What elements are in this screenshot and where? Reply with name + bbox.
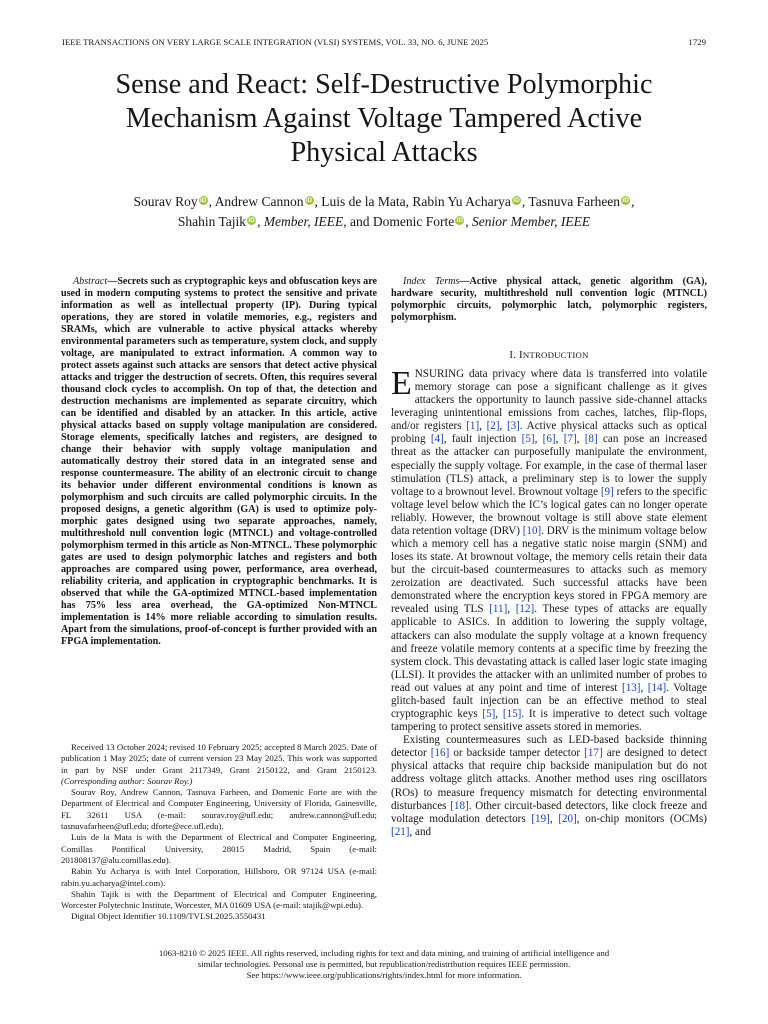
citation-link[interactable]: [5] bbox=[482, 708, 496, 721]
text-run: . Other circuit-based detectors, like clock freeze and voltage modulation detectors bbox=[391, 799, 708, 825]
orcid-icon[interactable]: iD bbox=[513, 197, 520, 204]
citation-link[interactable]: [13] bbox=[622, 681, 641, 694]
title-line-1: Sense and React: Self-Destructive Polymorphic bbox=[115, 69, 653, 100]
left-column bbox=[61, 276, 377, 648]
drop-cap: E bbox=[391, 365, 412, 402]
orcid-icon[interactable]: iD bbox=[199, 197, 207, 204]
citation-link[interactable]: [14] bbox=[647, 681, 667, 694]
author-name: Luis de la Mata bbox=[321, 194, 406, 209]
footnote-affiliation-1: Sourav Roy, Andrew Cannon, Tasnuva Farheen, and Domenic Forte are with the Department of Electrical and Computer Engineering, University of Florida, Gainesville, FL 32611 USA (e-mail: sourav.roy@ufl.edu; andrew.cannon@ufl.edu; tasnuvafarheen@ufl.edu; dforte@ece.ufl.edu). bbox=[61, 787, 377, 832]
author-name: Tasnuva Farheen bbox=[528, 194, 621, 209]
copyright-footer bbox=[110, 948, 658, 981]
author-line-2: Shahin Tajik iD , Member, IEEE, and Domenic Forte iD , Senior Member, IEEE bbox=[177, 214, 591, 229]
citation-link[interactable]: [16] bbox=[430, 747, 450, 760]
citation-link[interactable]: [8] bbox=[584, 433, 598, 446]
orcid-icon[interactable]: iD bbox=[248, 217, 255, 224]
text-run: can pose an increased threat as the attacker can purposefully manipulate the environment, especially the supply voltage. For example, in the case of thermal laser stimulation (TLS) attack, a preliminary step is to lower the supply voltage to a brownout level. Brownout voltage bbox=[391, 433, 708, 498]
running-header bbox=[62, 37, 706, 47]
footnote-received bbox=[61, 742, 377, 787]
footnote-doi: Digital Object Identifier 10.1109/TVLSI.2025.3550431 bbox=[71, 911, 266, 922]
journal-name: IEEE TRANSACTIONS ON VERY LARGE SCALE INTEGRATION (VLSI) SYSTEMS, VOL. 33, NO. 6, JUNE 2025 bbox=[62, 37, 489, 47]
section-title-cap: I bbox=[519, 349, 523, 361]
citation-link[interactable]: [20] bbox=[558, 812, 577, 825]
author-name: Andrew Cannon bbox=[214, 194, 304, 209]
orcid-icon[interactable]: iD bbox=[622, 197, 629, 204]
first-page-footnotes bbox=[61, 742, 377, 923]
citation-link[interactable]: [2] bbox=[486, 420, 500, 433]
citation-link[interactable]: [5] bbox=[521, 433, 535, 446]
citation-link[interactable]: [11] bbox=[489, 603, 508, 616]
orcid-icon[interactable]: iD bbox=[456, 217, 464, 224]
citation-link[interactable]: [19] bbox=[531, 812, 550, 825]
intro-paragraph-1: ENSURING data privacy where data is transferred into volatile memory storage can pose a significant challenge as it gives attackers the opportunity to launch passive side-channel attacks leveraging unintentional emissions from caches, latches, flip-flops, and/or registers [1], [2], [3]. Active physical attacks such as optical probing [4], fault injection [5], [6], [7], [8] can pose an increased threat as the attacker can purposefully manipulate the environment, especially the supply voltage. For example, in the case of thermal laser stimulation (TLS) attack, a preliminary step is to lower the supply voltage to a brownout level. Brownout voltage [9] refers to the specific voltage level below which the IC’s logical gates can no longer operate reliably. However, the brownout voltage is still above state element data retention voltage (DRV) [10]. DRV is the minimum voltage below which a memory cell has a negative static noise margin (SNM) and loses its state. At brownout voltage, the memory cells retain their data but the circuit-based countermeasures to attacks such as memory zeroization are deactivated. Such successful attacks have been demonstrated where the encryption keys stored in FPGA memory are revealed using TLS [11], [12]. These types of attacks are equally applicable to ASICs. In addition to lowering the supply voltage, attackers can also modulate the supply voltage at a known frequency and freeze volatile memory contents at a specific time by freezing the system clock. This devastating attack is called laser logic state imaging (LLSI). It provides the attacker with an unlimited number of probes to read out values at any point and time of interest [13], [14]. Voltage glitch-based fault injection can be an effective method to steal cryptographic keys [5], [15]. It is imperative to detect such voltage tampering to protect sensitive assets stored in memories. bbox=[391, 365, 708, 734]
author-name: Sourav Roy bbox=[133, 194, 198, 209]
index-terms: Index Terms—Active physical attack, genetic algorithm (GA), hardware security, multithreshold null convention logic (MTNCL) polymorphic circuits, polymorphic latch, polymorphic registers, polymorphism. bbox=[391, 276, 707, 323]
right-column bbox=[391, 276, 707, 839]
citation-link[interactable]: [7] bbox=[563, 433, 577, 446]
citation-link[interactable]: [15] bbox=[502, 708, 522, 721]
text-run: refers to the specific voltage level below which the IC’s logical gates can no longer operate reliably. However, the brownout voltage is still above state element data retention voltage (DRV) bbox=[391, 485, 707, 537]
citation-link[interactable]: [21] bbox=[391, 825, 410, 838]
text-run: or backside tamper detector bbox=[449, 747, 585, 760]
author-conjunction: and bbox=[350, 214, 370, 229]
paper-title bbox=[60, 68, 708, 170]
citation-link[interactable]: [10] bbox=[522, 524, 542, 537]
orcid-icon[interactable]: iD bbox=[305, 197, 313, 204]
text-run: Existing countermeasures such as LED-based backside thinning detector bbox=[391, 734, 707, 760]
footnote-dates: Received 13 October 2024; revised 10 February 2025; accepted 8 March 2025. Date of publication 1 May 2025; date of current version 23 May 2025. This work was supported in part by NSF under Grant 2117349, Grant 2150122, and Grant 2150123. bbox=[61, 742, 377, 775]
abstract: Abstract—Secrets such as cryptographic keys and obfuscation keys are used in modern computing systems to protect the sensitive and private information as well as intellectual property (IP). During typical operations, they are stored in volatile memories, e.g., registers and SRAMs, which are vulnerable to active physical attacks whereby environmental parameters such as temperature, system clock, and supply voltage, are manipulated to extract information. A common way to protect assets against such attacks are sensors that detect active physical attacks and trigger the destruction of secrets. Often, this requires several thousand clock cycles to accomplish. On top of that, the detection and destruction mechanisms are implemented as separate circuitry, which can be identified and disabled by an attacker. In this article, active physical attacks based on supply voltage manipulation are considered. Storage elements, specifically latches and registers, are designed to change their behavior with supply voltage manipulation and automatically destroy their stored data in an integrated sense and response countermeasure. The ability of an electronic circuit to change its behavior under different environmental conditions is known as polymorphism and such circuits are called polymorphic circuits. In the proposed designs, a genetic algorithm (GA) is used to optimize polymorphic gates designed using two separate approaches, namely, multithreshold null convention logic (MTNCL) and voltage-controlled polymorphism termed in this article as Non-MTNCL. These polymorphic gates are used to design polymorphic latches and registers and both approaches are compared using power, performance, area overhead, reliability criteria, and application in cryptographic benchmarks. It is observed that while the GA-optimized MTNCL-based implementation has 75% less area overhead, the GA-optimized Non-MTNCL implementation is 14% more reliable according to simulation results. Apart from the simulations, proof-of-concept is further provided with an FPGA implementation. bbox=[61, 276, 377, 647]
corresponding-author: (Corresponding author: Sourav Roy.) bbox=[61, 775, 193, 786]
text-run: . Voltage glitch-based fault injection can be an effective method to steal cryptographic keys bbox=[391, 681, 707, 721]
footer-line-3: See https://www.ieee.org/publications/rights/index.html for more information. bbox=[246, 970, 522, 980]
footnote-affiliation-3: Rabin Yu Acharya is with Intel Corporation, Hillsboro, OR 97124 USA (e-mail: rabin.yu.acharya@intel.com). bbox=[61, 866, 377, 888]
citation-link[interactable]: [17] bbox=[584, 747, 603, 760]
intro-paragraph-2: Existing countermeasures such as LED-based backside thinning detector [16] or backside tamper detector [17] are designed to detect physical attacks that require chip backside manipulation but do not address voltage glitch attacks. Another method uses ring oscillators (ROs) to measure frequency mismatch for detecting environmental disturbances [18]. Other circuit-based detectors, like clock freeze and voltage modulation detectors [19], [20], on-chip monitors (OCMs) [21], and bbox=[391, 734, 708, 838]
author-name: Domenic Forte bbox=[372, 214, 455, 229]
text-run: . Active physical attacks such as optical probing bbox=[391, 420, 707, 446]
citation-link[interactable]: [4] bbox=[430, 433, 444, 446]
text-run: , on-chip monitors (OCMs) bbox=[576, 812, 707, 825]
text-run: , fault injection bbox=[443, 433, 522, 446]
text-run: , and bbox=[409, 825, 432, 838]
text-run: are designed to detect physical attacks that require chip backside manipulation but do not address voltage glitch attacks. Another method uses ring oscillators (ROs) to measure frequency mismatch for detecting environmental disturbances bbox=[391, 747, 707, 812]
author-name: Rabin Yu Acharya bbox=[412, 194, 511, 209]
citation-link[interactable]: [1] bbox=[466, 420, 480, 433]
abstract-text: Secrets such as cryptographic keys and obfuscation keys are used in modern computing systems to protect the sensitive and private information as well as intellectual property (IP). During typical operations, they are stored in volatile memories, e.g., registers and SRAMs, which are vulnerable to active physical attacks whereby environmental parameters such as temperature, system clock, and supply voltage, are manipulated to extract information. A common way to protect assets against such attacks are sensors that detect active physical attacks and trigger the destruction of secrets. Often, this requires several thousand clock cycles to accomplish. On top of that, the detection and destruction mechanisms are implemented as separate circuitry, which can be identified and disabled by an attacker. In this article, active physical attacks based on supply voltage manipulation are considered. Storage elements, specifically latches and registers, are designed to change their behavior with supply voltage manipulation and automatically destroy their stored data in an integrated sense and response countermeasure. The ability of an electronic circuit to change its behavior under different environmental conditions is known as polymorphism and such circuits are called polymorphic circuits. In the proposed designs, a genetic algorithm (GA) is used to optimize polymorphic gates designed using two separate approaches, namely, multithreshold null convention logic (MTNCL) and voltage-controlled polymorphism termed in this article as Non-MTNCL. These polymorphic gates are used to design polymorphic latches and registers and both approaches are compared using power, performance, area overhead, reliability criteria, and application in cryptographic benchmarks. It is observed that while the GA-optimized MTNCL-based implementation has 75% less area overhead, the GA-optimized Non-MTNCL implementation is 14% more reliable according to simulation results. Apart from the simulations, proof-of-concept is further provided with an FPGA implementation. bbox=[61, 276, 377, 647]
author-name: Shahin Tajik bbox=[177, 214, 247, 229]
citation-link[interactable]: [12] bbox=[515, 603, 535, 616]
text-run: . DRV is the minimum voltage below which a memory cell has a negative static noise margin (SNM) and loses its state. At brownout voltage, the memory cells retain their data but the circuit-based countermeasures to attacks such as memory zeroization are deactivated. Such successful attacks have been demonstrated where the encryption keys stored in FPGA memory are revealed using TLS bbox=[391, 524, 708, 616]
section-title-rest: NTRODUCTION bbox=[522, 350, 589, 360]
title-line-3: Physical Attacks bbox=[290, 137, 478, 168]
citation-link[interactable]: [6] bbox=[542, 433, 556, 446]
author-list bbox=[60, 192, 708, 232]
footnote-affiliation-2: Luis de la Mata is with the Department of Electrical and Computer Engineering, Comillas Pontifical University, 28015 Madrid, Spain (e-mail: 201808137@alu.comillas.edu). bbox=[61, 832, 377, 865]
author-line-1: Sourav Roy iD , Andrew Cannon iD , Luis de la Mata, Rabin Yu Acharya iD , Tasnuva Farheen iD , bbox=[133, 194, 635, 209]
title-line-2: Mechanism Against Voltage Tampered Active bbox=[125, 103, 643, 134]
footnote-affiliation-4: Shahin Tajik is with the Department of Electrical and Computer Engineering, Worcester Polytechnic Institute, Worcester, MA 01609 USA (e-mail: stajik@wpi.edu). bbox=[61, 888, 377, 911]
citation-link[interactable]: [18] bbox=[450, 799, 469, 812]
footer-line-1: 1063-8210 © 2025 IEEE. All rights reserved, including rights for text and data mining, and training of artificial intelligence and bbox=[158, 948, 610, 958]
text-run: . It is imperative to detect such voltage tampering to protect sensitive assets stored in memories. bbox=[391, 708, 707, 734]
citation-link[interactable]: [3] bbox=[506, 420, 520, 433]
page-number: 1729 bbox=[688, 37, 706, 47]
footer-line-2: similar technologies. Personal use is permitted, but republication/redistribution requires IEEE permission. bbox=[197, 959, 571, 969]
author-affiliation: Senior Member, IEEE bbox=[472, 214, 591, 229]
section-number: I. bbox=[509, 349, 517, 361]
index-terms-text: Active physical attack, genetic algorithm (GA), hardware security, multithreshold null convention logic (MTNCL) polymorphic circuits, polymorphic latch, polymorphic registers, polymorphism. bbox=[391, 276, 707, 323]
text-run: . These types of attacks are equally applicable to ASICs. In addition to lowering the supply voltage, attackers can also modulate the supply voltage at a known frequency and freeze volatile memory contents at a specific time by freezing the system clock. This devastating attack is called laser logic state imaging (LLSI). It provides the attacker with an unlimited number of probes to read out values at any point and time of interest bbox=[391, 603, 708, 694]
index-terms-label: Index Terms bbox=[403, 276, 460, 287]
citation-link[interactable]: [9] bbox=[600, 485, 614, 498]
abstract-label: Abstract bbox=[73, 276, 108, 287]
author-affiliation: Member, IEEE bbox=[263, 214, 344, 229]
text-run: NSURING data privacy where data is transferred into volatile memory storage can pose a significant challenge as it gives attackers the opportunity to launch passive side-channel attacks leveraging unintentional emissions from caches, latches, flip-flops, and/or registers bbox=[391, 368, 707, 433]
section-heading-introduction bbox=[391, 348, 707, 362]
